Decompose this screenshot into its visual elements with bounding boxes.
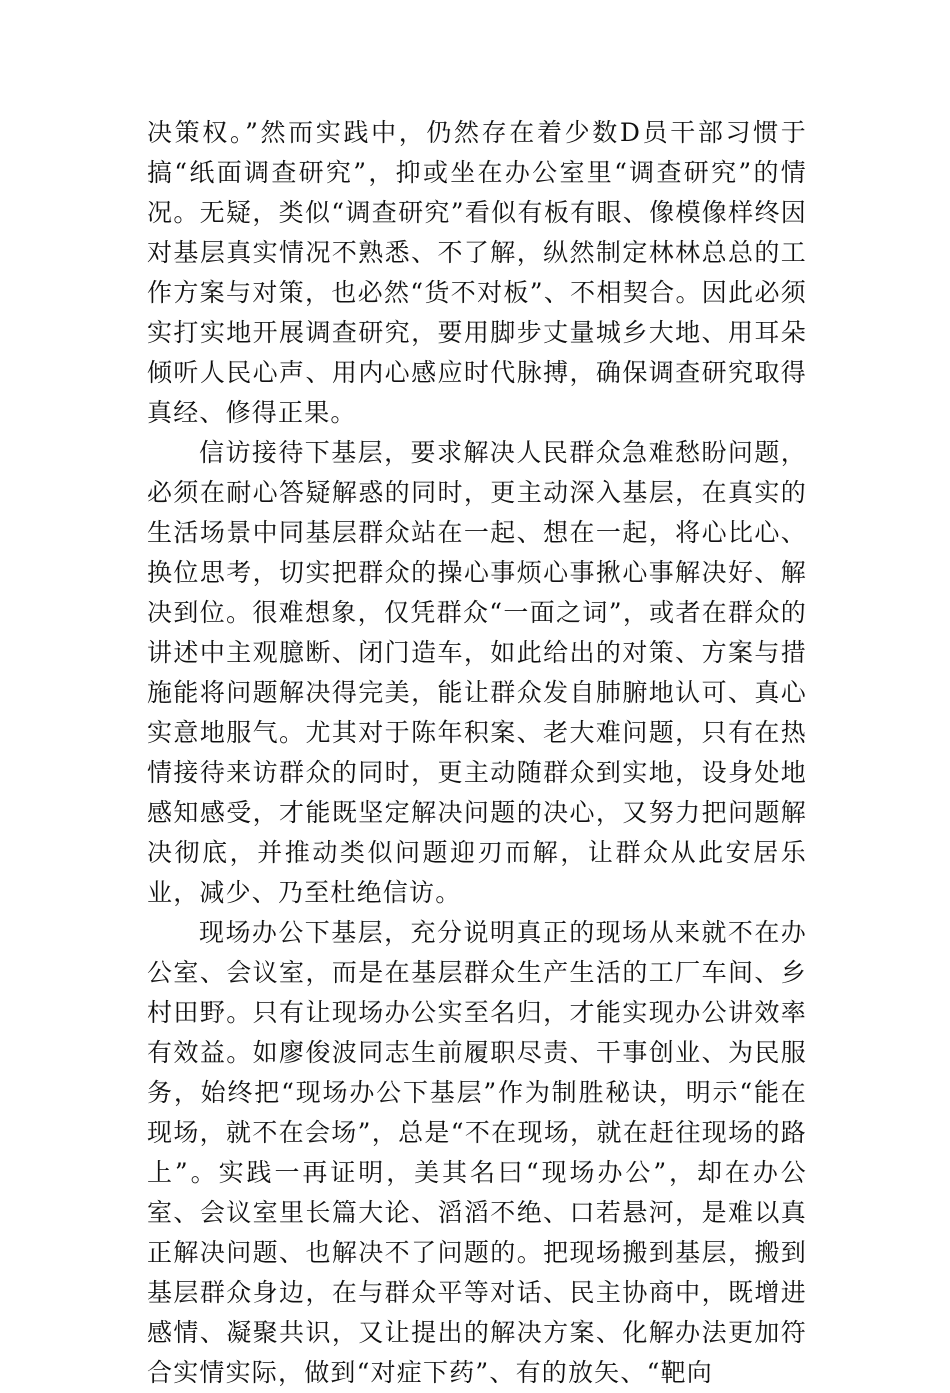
document-body bbox=[147, 113, 807, 1393]
paragraph-onsite-office: 现场办公下基层，充分说明真正的现场从来就不在办公室、会议室，而是在基层群众生产生活的工厂车间、乡村田野。只有让现场办公实至名归，才能实现办公讲效率有效益。如廖俊波同志生前履职尽责、干事创业、为民服务，始终把“现场办公下基层”作为制胜秘诀，明示“能在现场，就不在会场”，总是“不在现场，就在赶往现场的路上”。实践一再证明，美其名曰“现场办公”，却在办公室、会议室里长篇大论、滔滔不绝、口若悬河，是难以真正解决问题、也解决不了问题的。把现场搬到基层，搬到基层群众身边，在与群众平等对话、民主协商中，既增进感情、凝聚共识，又让提出的解决方案、化解办法更加符合实情实际，做到“对症下药”、有的放矢、“靶向 bbox=[147, 918, 807, 1387]
paragraph-continued: 决策权。”然而实践中，仍然存在着少数D员干部习惯于搞“纸面调查研究”，抑或坐在办公室里“调查研究”的情况。无疑，类似“调查研究”看似有板有眼、像模像样终因对基层真实情况不熟悉、不了解，纵然制定林林总总的工作方案与对策，也必然“货不对板”、不相契合。因此必须实打实地开展调查研究，要用脚步丈量城乡大地、用耳朵倾听人民心声、用内心感应时代脉搏，确保调查研究取得真经、修得正果。 bbox=[147, 118, 807, 427]
paragraph-petition-reception: 信访接待下基层，要求解决人民群众急难愁盼问题，必须在耐心答疑解惑的同时，更主动深入基层，在真实的生活场景中同基层群众站在一起、想在一起，将心比心、换位思考，切实把群众的操心事烦心事揪心事解决好、解决到位。很难想象，仅凭群众“一面之词”，或者在群众的讲述中主观臆断、闭门造车，如此给出的对策、方案与措施能将问题解决得完美，能让群众发自肺腑地认可、真心实意地服气。尤其对于陈年积案、老大难问题，只有在热情接待来访群众的同时，更主动随群众到实地，设身处地感知感受，才能既坚定解决问题的决心，又努力把问题解决彻底，并推动类似问题迎刃而解，让群众从此安居乐业，减少、乃至杜绝信访。 bbox=[147, 438, 807, 907]
